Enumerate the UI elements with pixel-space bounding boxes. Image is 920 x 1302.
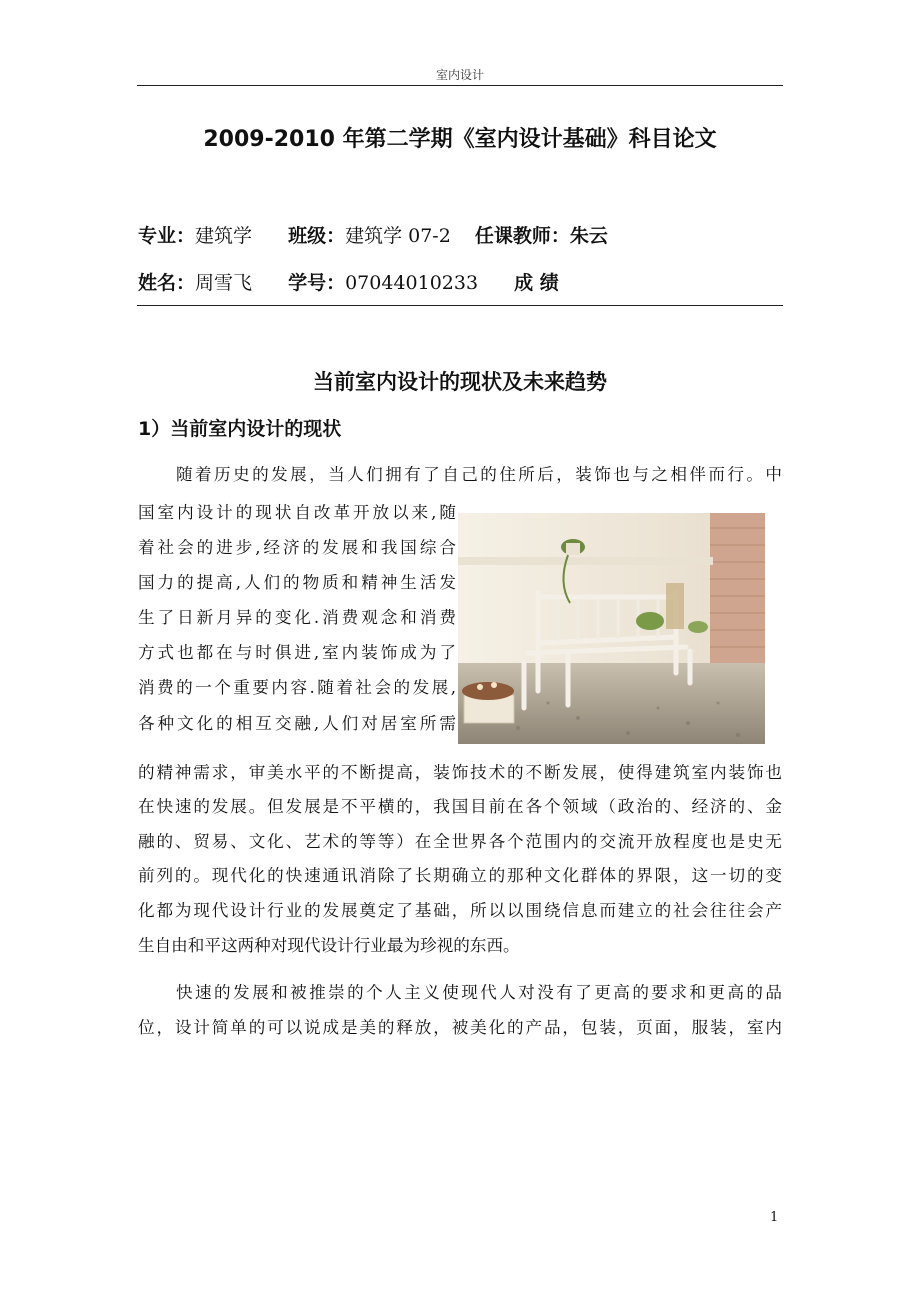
text-line: 的精神需求，审美水平的不断提高，装饰技术的不断发展，使得建筑室内装饰也 — [138, 763, 782, 782]
major-label: 专业： — [138, 225, 196, 247]
teacher-value: 朱云 — [569, 225, 608, 247]
header-rule — [137, 85, 783, 86]
text-line: 化都为现代设计行业的发展奠定了基础，所以以围绕信息而建立的社会往往会产 — [138, 901, 782, 920]
info-rule — [137, 305, 783, 306]
student-id-value: 07044010233 — [345, 272, 479, 294]
running-header: 室内设计 — [435, 68, 484, 82]
text-line: 前列的。现代化的快速通讯消除了长期确立的那种文化群体的界限，这一切的变 — [138, 866, 782, 885]
document-title: 2009-2010 年第二学期《室内设计基础》科目论文 — [203, 127, 717, 152]
text-line: 各种文化的相互交融,人们对居室所需 — [138, 714, 456, 733]
class-value: 建筑学 07-2 — [345, 225, 451, 247]
text-line: 消费的一个重要内容.随着社会的发展, — [138, 678, 456, 697]
page-number: 1 — [770, 1210, 779, 1225]
garden-bench-photo — [458, 513, 765, 744]
text-line: 着社会的进步,经济的发展和我国综合 — [138, 538, 456, 557]
grade-label: 成 绩 — [514, 272, 559, 294]
text-line: 国室内设计的现状自改革开放以来,随 — [138, 503, 456, 522]
info-row-1 — [138, 221, 608, 248]
text-line: 国力的提高,人们的物质和精神生活发 — [138, 573, 456, 592]
text-line: 生了日新月异的变化.消费观念和消费 — [138, 608, 456, 627]
class-label: 班级： — [288, 225, 346, 247]
essay-title: 当前室内设计的现状及未来趋势 — [313, 370, 607, 394]
text-line: 快速的发展和被推崇的个人主义使现代人对没有了更高的要求和更高的品 — [138, 983, 782, 1002]
student-id-label: 学号： — [288, 272, 346, 294]
major-value: 建筑学 — [195, 225, 253, 247]
text-line: 位，设计简单的可以说成是美的释放，被美化的产品，包装，页面，服装，室内 — [138, 1018, 782, 1037]
text-line: 在快速的发展。但发展是不平横的，我国目前在各个领域（政治的、经济的、金 — [138, 797, 782, 816]
text-line: 随着历史的发展，当人们拥有了自己的住所后，装饰也与之相伴而行。中 — [138, 465, 782, 484]
info-row-2 — [138, 268, 559, 295]
text-line: 生自由和平这两种对现代设计行业最为珍视的东西。 — [138, 936, 520, 955]
teacher-label: 任课教师： — [474, 225, 570, 247]
text-line: 融的、贸易、文化、艺术的等等）在全世界各个范围内的交流开放程度也是史无 — [138, 832, 782, 851]
name-value: 周雪飞 — [195, 272, 253, 294]
text-line: 方式也都在与时俱进,室内装饰成为了 — [138, 643, 456, 662]
section-heading: 1）当前室内设计的现状 — [138, 418, 342, 440]
name-label: 姓名： — [138, 272, 196, 294]
